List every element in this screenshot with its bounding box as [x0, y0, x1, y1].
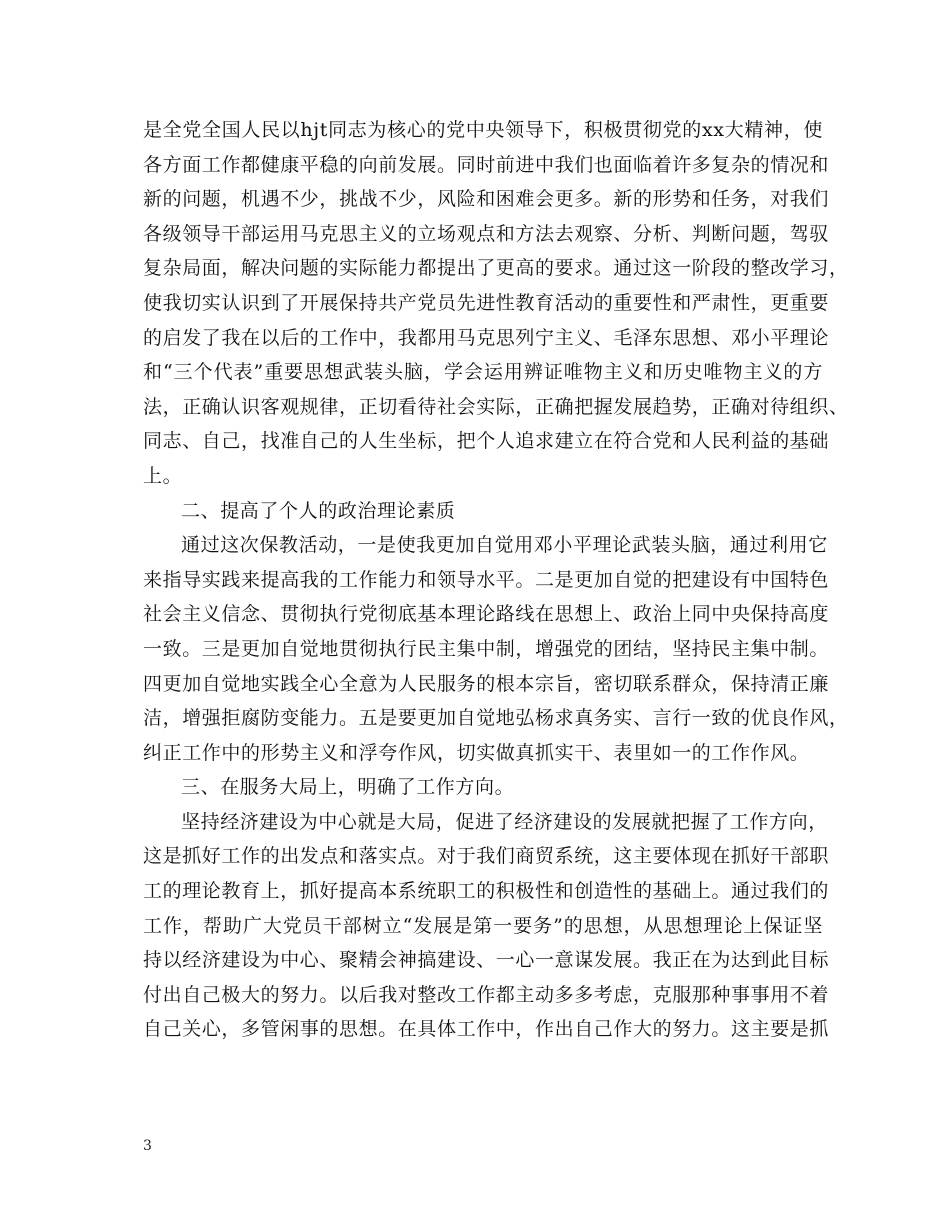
text-line: 坚持经济建设为中心就是大局，促进了经济建设的发展就把握了工作方向，	[181, 810, 828, 833]
text-line: 社会主义信念、贯彻执行党彻底基本理论路线在思想上、政治上同中央保持高度	[143, 603, 830, 626]
text-line: 自己关心，多管闲事的思想。在具体工作中，作出自己作大的努力。这主要是抓	[143, 1018, 830, 1041]
text-line: 上。	[143, 464, 183, 487]
text-line: 各级领导干部运用马克思主义的立场观点和方法去观察、分析、判断问题，驾驭	[143, 222, 830, 245]
text-line: 通过这次保教活动，一是使我更加自觉用邓小平理论武装头脑，通过利用它	[181, 534, 828, 557]
text-line: 各方面工作都健康平稳的向前发展。同时前进中我们也面临着许多复杂的情况和	[143, 153, 830, 176]
text-line: 持以经济建设为中心、聚精会神搞建设、一心一意谋发展。我正在为达到此目标	[143, 949, 830, 972]
section-heading: 二、提高了个人的政治理论素质	[181, 499, 456, 522]
text-line: 的启发了我在以后的工作中，我都用马克思列宁主义、毛泽东思想、邓小平理论	[143, 326, 830, 349]
text-line: 工的理论教育上，抓好提高本系统职工的积极性和创造性的基础上。通过我们的	[143, 880, 830, 903]
text-line: 新的问题，机遇不少，挑战不少，风险和困难会更多。新的形势和任务，对我们	[143, 188, 830, 211]
text-line: 来指导实践来提高我的工作能力和领导水平。二是更加自觉的把建设有中国特色	[143, 568, 830, 591]
text-line: 是全党全国人民以hjt同志为核心的党中央领导下，积极贯彻党的xx大精神，使	[143, 119, 823, 141]
page-number: 3	[143, 1138, 152, 1154]
text-line: 使我切实认识到了开展保持共产党员先进性教育活动的重要性和严肃性，更重要	[143, 291, 830, 314]
text-line: 工作，帮助广大党员干部树立“发展是第一要务”的思想，从思想理论上保证坚	[143, 914, 823, 937]
text-line: 和“三个代表”重要思想武装头脑，学会运用辨证唯物主义和历史唯物主义的方	[143, 361, 823, 384]
section-heading: 三、在服务大局上，明确了工作方向。	[181, 776, 515, 799]
text-line: 一致。三是更加自觉地贯彻执行民主集中制，增强党的团结，坚持民主集中制。	[143, 637, 830, 660]
text-line: 付出自己极大的努力。以后我对整改工作都主动多多考虑，克服那种事事用不着	[143, 983, 830, 1006]
body-text	[143, 113, 849, 1047]
text-line: 四更加自觉地实践全心全意为人民服务的根本宗旨，密切联系群众，保持清正廉	[143, 672, 830, 695]
text-line: 纠正工作中的形势主义和浮夸作风，切实做真抓实干、表里如一的工作作风。	[143, 741, 810, 764]
text-line: 复杂局面，解决问题的实际能力都提出了更高的要求。通过这一阶段的整改学习，	[143, 257, 849, 280]
text-line: 同志、自己，找准自己的人生坐标，把个人追求建立在符合党和人民利益的基础	[143, 430, 830, 453]
text-line: 法，正确认识客观规律，正切看待社会实际，正确把握发展趋势，正确对待组织、	[143, 395, 849, 418]
text-line: 这是抓好工作的出发点和落实点。对于我们商贸系统，这主要体现在抓好干部职	[143, 845, 830, 868]
text-line: 洁，增强拒腐防变能力。五是要更加自觉地弘杨求真务实、言行一致的优良作风，	[143, 707, 849, 730]
